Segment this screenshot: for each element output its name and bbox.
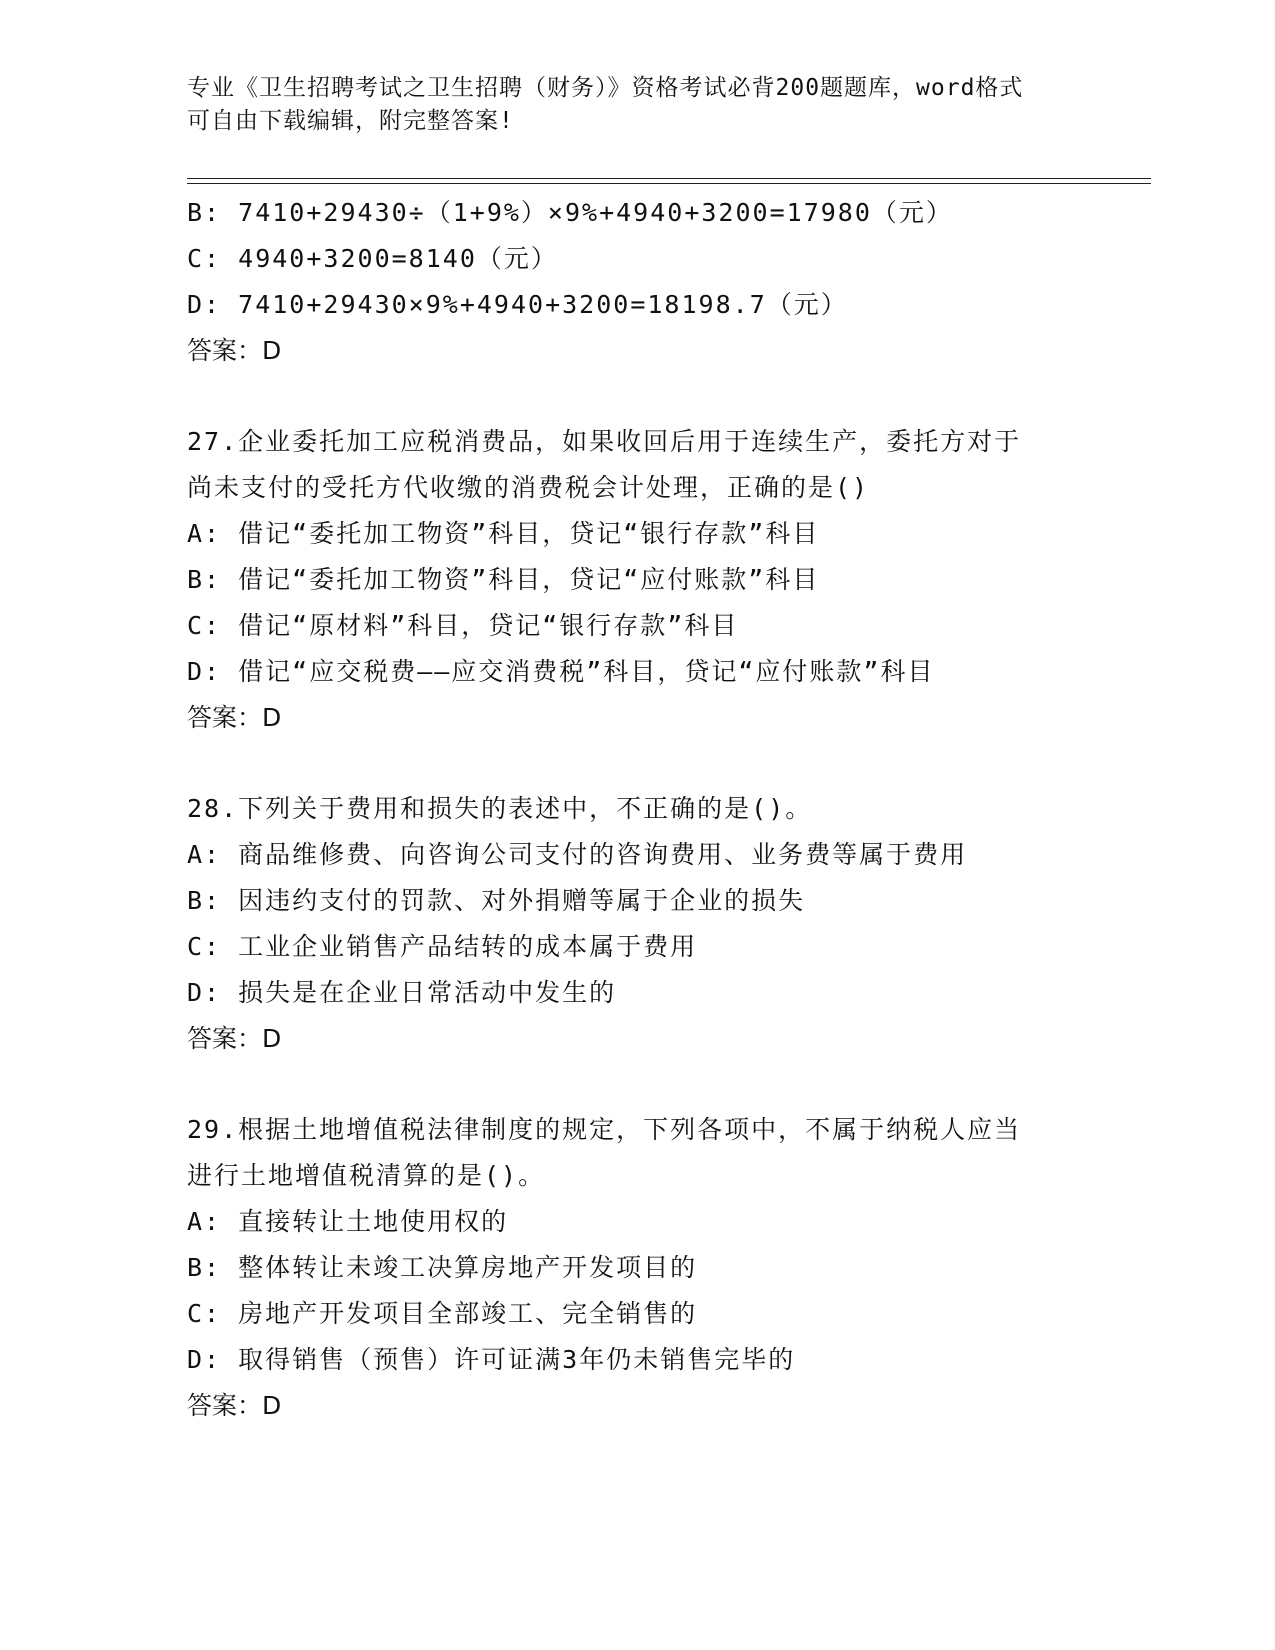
page-header [187,72,1087,138]
option-c: C: 房地产开发项目全部竣工、完全销售的 [187,1299,698,1328]
header-title-line-2: 可自由下载编辑，附完整答案! [187,108,514,134]
option-d: D: 借记“应交税费——应交消费税”科目，贷记“应付账款”科目 [187,657,935,686]
answer-line: 答案：D [187,1391,282,1420]
option-b: B: 7410+29430÷（1+9%）×9%+4940+3200=17980（元） [187,198,953,227]
option-b: B: 整体转让未竣工决算房地产开发项目的 [187,1253,698,1282]
header-title-line-1: 专业《卫生招聘考试之卫生招聘（财务）》资格考试必背200题题库，word格式 [187,75,1024,101]
option-c: C: 4940+3200=8140（元） [187,244,558,273]
option-d: D: 7410+29430×9%+4940+3200=18198.7（元） [187,290,848,319]
option-a: A: 借记“委托加工物资”科目，贷记“银行存款”科目 [187,519,820,548]
question-text: 进行土地增值税清算的是()。 [187,1161,546,1190]
question-text: 28.下列关于费用和损失的表述中，不正确的是()。 [187,794,813,823]
option-a: A: 直接转让土地使用权的 [187,1207,509,1236]
answer-line: 答案：D [187,1024,282,1053]
question-27 [187,419,1147,741]
option-d: D: 取得销售（预售）许可证满3年仍未销售完毕的 [187,1345,796,1374]
answer-line: 答案：D [187,703,282,732]
spacer [187,374,1147,419]
question-28 [187,786,1147,1062]
spacer [187,741,1147,786]
header-divider-thick [187,178,1151,179]
question-text: 27.企业委托加工应税消费品，如果收回后用于连续生产，委托方对于 [187,427,1022,456]
question-continued [187,190,1147,374]
answer-line: 答案：D [187,336,282,365]
option-d: D: 损失是在企业日常活动中发生的 [187,978,617,1007]
option-a: A: 商品维修费、向咨询公司支付的咨询费用、业务费等属于费用 [187,840,968,869]
question-29 [187,1107,1147,1429]
question-text: 尚未支付的受托方代收缴的消费税会计处理，正确的是() [187,473,870,502]
option-b: B: 借记“委托加工物资”科目，贷记“应付账款”科目 [187,565,820,594]
question-list [187,190,1147,1429]
option-c: C: 借记“原材料”科目，贷记“银行存款”科目 [187,611,739,640]
spacer [187,1062,1147,1107]
option-b: B: 因违约支付的罚款、对外捐赠等属于企业的损失 [187,886,806,915]
header-divider-thin [187,183,1151,184]
option-c: C: 工业企业销售产品结转的成本属于费用 [187,932,698,961]
question-text: 29.根据土地增值税法律制度的规定，下列各项中，不属于纳税人应当 [187,1115,1022,1144]
